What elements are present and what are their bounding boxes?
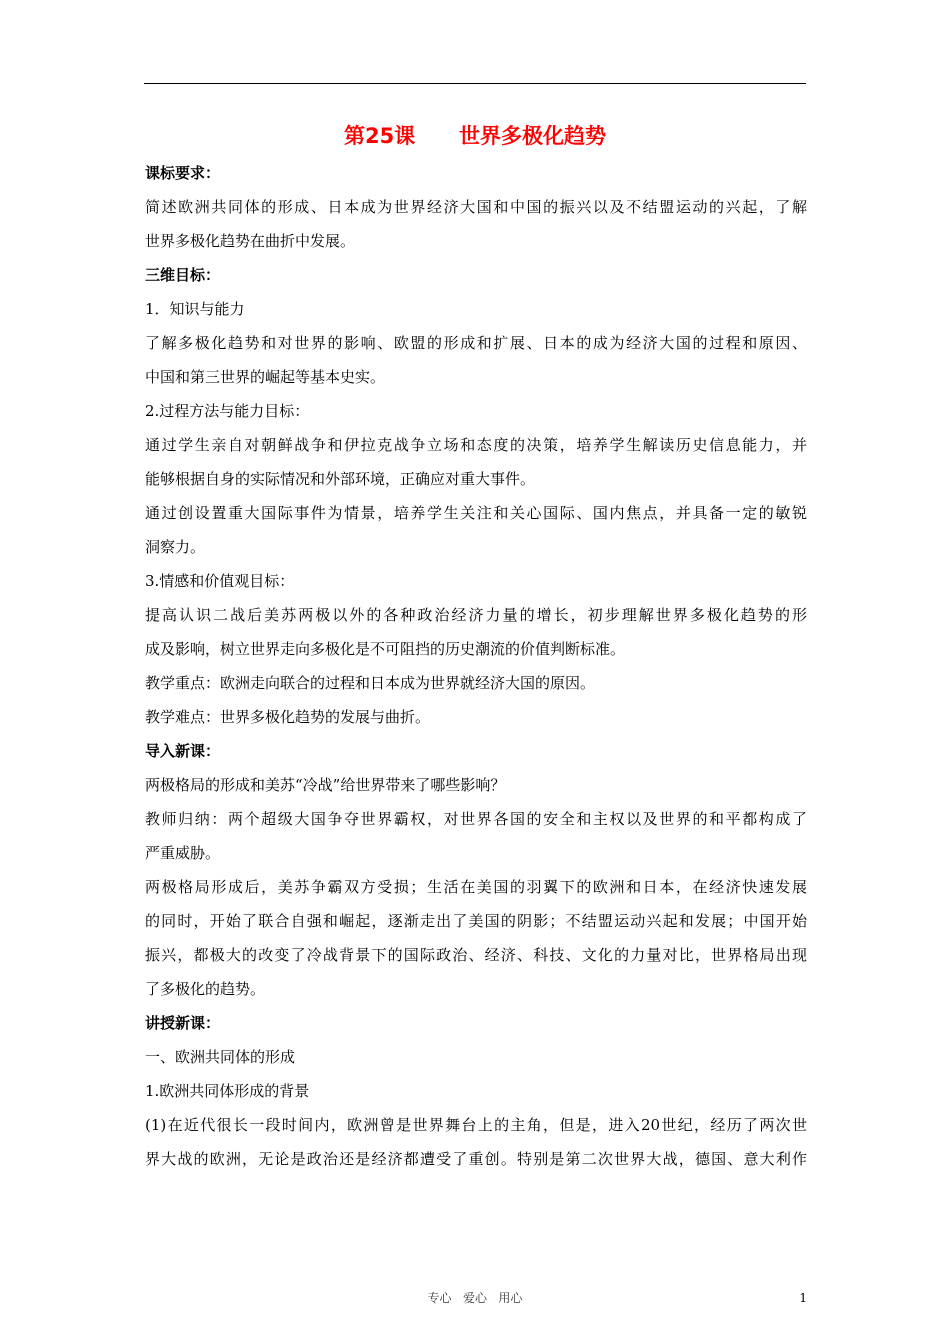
body-line: 世界多极化趋势在曲折中发展。: [145, 232, 356, 250]
page-number: 1: [799, 1291, 807, 1305]
body-line: 的同时，开始了联合自强和崛起，逐渐走出了美国的阴影；不结盟运动兴起和发展；中国开始: [145, 912, 807, 930]
body-line: 一、欧洲共同体的形成: [145, 1048, 296, 1066]
body-line: 了解多极化趋势和对世界的影响、欧盟的形成和扩展、日本的成为经济大国的过程和原因、: [145, 334, 807, 352]
body-line: 两极格局的形成和美苏“冷战”给世界带来了哪些影响？: [145, 776, 506, 794]
body-line: 教师归纳：两个超级大国争夺世界霸权，对世界各国的安全和主权以及世界的和平都构成了: [145, 810, 807, 828]
body-line: 洞察力。: [145, 538, 206, 556]
body-line: 3.情感和价值观目标：: [145, 572, 295, 590]
body-line: 成及影响，树立世界走向多极化是不可阻挡的历史潮流的价值判断标准。: [145, 640, 626, 658]
body-line: 通过学生亲自对朝鲜战争和伊拉克战争立场和态度的决策，培养学生解读历史信息能力，并: [145, 436, 807, 454]
body-line: 振兴，都极大的改变了冷战背景下的国际政治、经济、科技、文化的力量对比，世界格局出现: [145, 946, 807, 964]
body-line: 通过创设置重大国际事件为情景，培养学生关注和关心国际、国内焦点，并具备一定的敏锐: [145, 504, 807, 522]
section-heading: 三维目标：: [145, 266, 221, 284]
section-heading: 课标要求：: [145, 164, 221, 182]
body-line: 教学难点：世界多极化趋势的发展与曲折。: [145, 708, 431, 726]
body-line: 界大战的欧洲，无论是政治还是经济都遭受了重创。特别是第二次世界大战，德国、意大利作: [145, 1150, 807, 1168]
header-rule: [144, 83, 806, 84]
body-line: 1．知识与能力: [145, 300, 245, 318]
body-line: 了多极化的趋势。: [145, 980, 266, 998]
lesson-title: 第25课 世界多极化趋势: [343, 124, 607, 148]
body-line: 严重威胁。: [145, 844, 221, 862]
body-line: 简述欧洲共同体的形成、日本成为世界经济大国和中国的振兴以及不结盟运动的兴起，了解: [145, 198, 807, 216]
body-line: 教学重点：欧洲走向联合的过程和日本成为世界就经济大国的原因。: [145, 674, 596, 692]
document-body: [145, 156, 807, 1176]
section-heading: 讲授新课：: [145, 1014, 221, 1032]
section-heading: 导入新课：: [145, 742, 221, 760]
body-line: 1.欧洲共同体形成的背景: [145, 1082, 310, 1100]
footer-motto: 专心 爱心 用心: [427, 1291, 523, 1305]
body-line: (1)在近代很长一段时间内，欧洲曾是世界舞台上的主角，但是，进入20世纪，经历了两次世: [145, 1116, 807, 1134]
body-line: 2.过程方法与能力目标：: [145, 402, 310, 420]
body-line: 两极格局形成后，美苏争霸双方受损；生活在美国的羽翼下的欧洲和日本，在经济快速发展: [145, 878, 807, 896]
body-line: 中国和第三世界的崛起等基本史实。: [145, 368, 386, 386]
body-line: 能够根据自身的实际情况和外部环境，正确应对重大事件。: [145, 470, 536, 488]
body-line: 提高认识二战后美苏两极以外的各种政治经济力量的增长，初步理解世界多极化趋势的形: [145, 606, 807, 624]
